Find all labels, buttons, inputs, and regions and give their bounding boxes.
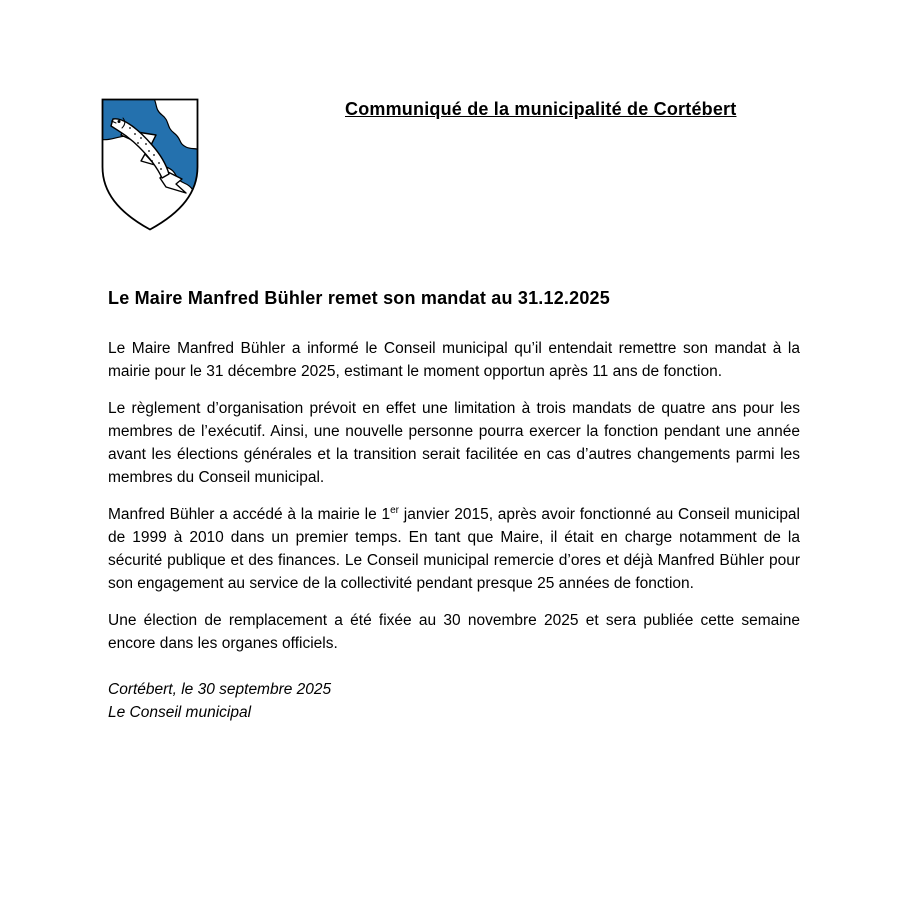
ordinal-superscript: er: [390, 504, 399, 516]
coat-of-arms-icon: [100, 97, 200, 232]
paragraph-career-text-after-sup: janvier 2015, après avoir fonctionné au Conseil municipal de 1999 à 2010 dans un premier temps. En tant que Maire, il était en charge notamment de la sécurité publique et des finances. Le Conseil municipal remercie d’ores et déjà Manfred Bühler pour son engagement au service de la collectivité pendant presque 25 années de fonction.: [108, 506, 800, 592]
document-body: [108, 288, 800, 724]
document-title: Communiqué de la municipalité de Cortébert: [345, 99, 737, 119]
paragraph-regulation: Le règlement d’organisation prévoit en effet une limitation à trois mandats de quatre ans pour les membres de l’exécutif. Ainsi, une nouvelle personne pourra exercer la fonction pendant une année avant les élections générales et la transition serait facilitée en cas d’autres changements parmi les membres du Conseil municipal.: [108, 400, 800, 486]
paragraph-career-text-before-sup: Manfred Bühler a accédé à la mairie le 1: [108, 506, 391, 523]
paragraph-election: Une élection de remplacement a été fixée au 30 novembre 2025 et sera publiée cette semaine encore dans les organes officiels.: [108, 612, 800, 652]
signature-block: [108, 678, 800, 724]
paragraph-announcement: Le Maire Manfred Bühler a informé le Conseil municipal qu’il entendait remettre son mandat à la mairie pour le 31 décembre 2025, estimant le moment opportun après 11 ans de fonction.: [108, 340, 800, 380]
article-heading: Le Maire Manfred Bühler remet son mandat au 31.12.2025: [108, 288, 610, 308]
signature-place-date: Cortébert, le 30 septembre 2025: [108, 681, 332, 698]
paragraph-career: [108, 503, 800, 595]
signature-author: Le Conseil municipal: [108, 704, 252, 721]
